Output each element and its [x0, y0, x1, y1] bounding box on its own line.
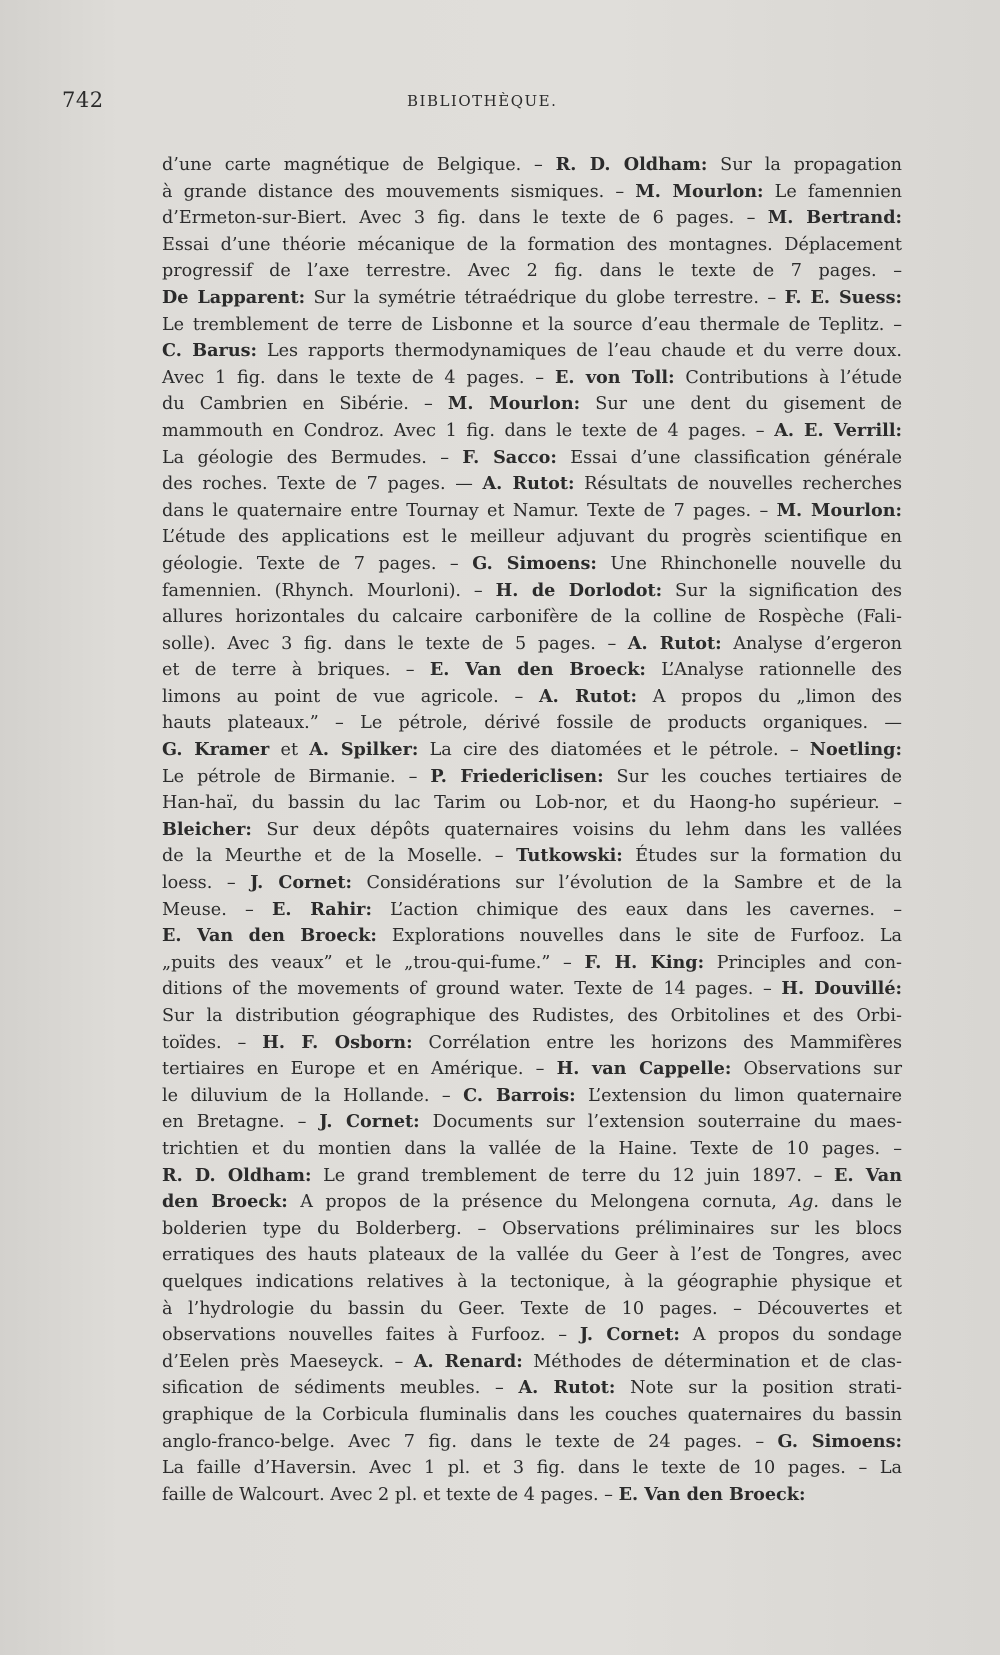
text-segment: L’étude des applications est le meilleur adjuvant du progrès scientifique en [162, 527, 902, 548]
text-segment: Sur la symétrie tétraédrique du globe terrestre. – [305, 287, 785, 308]
text-line [162, 1269, 902, 1296]
text-segment: Avec 1 fig. dans le texte de 4 pages. – [162, 367, 555, 388]
text-line [162, 1349, 902, 1376]
text-segment: ditions of the movements of ground water. Texte de 14 pages. – [162, 979, 782, 1000]
text-segment: loess. – [162, 873, 251, 894]
page-header [62, 88, 962, 118]
text-line [162, 817, 902, 844]
author-name: H. Douvillé: [781, 978, 903, 1000]
text-line [162, 684, 902, 711]
text-line [162, 1429, 902, 1456]
text-line [162, 418, 902, 445]
text-line [162, 152, 902, 179]
text-segment: tertiaires en Europe et en Amérique. – [162, 1059, 557, 1080]
text-segment: hauts plateaux.” – Le pétrole, dérivé fossile de products organiques. — [162, 713, 902, 734]
text-segment: anglo-franco-belge. Avec 7 fig. dans le texte de 24 pages. – [162, 1431, 778, 1452]
text-line [162, 1056, 902, 1083]
text-segment: Essai d’une théorie mécanique de la formation des montagnes. Déplacement [162, 234, 902, 255]
text-segment: géologie. Texte de 7 pages. – [162, 553, 473, 574]
text-segment: quelques indications relatives à la tectonique, à la géographie physique et [162, 1271, 902, 1292]
text-segment: Le famennien [763, 181, 903, 202]
text-segment: graphique de la Corbicula fluminalis dans les couches quaternaires du bassin [162, 1404, 902, 1425]
text-segment: Meuse. – [162, 899, 272, 920]
text-line [162, 338, 902, 365]
text-line [162, 285, 902, 312]
text-line [162, 258, 902, 285]
author-name: P. Friedericlisen: [430, 765, 604, 787]
text-segment: „puits des veaux” et le „trou-qui-fume.” – [162, 952, 585, 973]
text-segment: Han-haï, du bassin du lac Tarim ou Lob-nor, et du Haong-ho supérieur. – [162, 793, 902, 814]
text-segment: des roches. Texte de 7 pages. — [162, 474, 483, 495]
text-segment: Méthodes de détermination et de clas- [522, 1351, 902, 1372]
text-line [162, 976, 902, 1003]
text-line [162, 1109, 902, 1136]
author-name: A. Rutot: [482, 473, 575, 495]
author-name: De Lapparent: [162, 286, 306, 308]
author-name: F. E. Suess: [784, 286, 902, 308]
text-segment: Analyse d’ergeron [721, 633, 902, 654]
text-segment: de la Meurthe et de la Moselle. – [162, 846, 517, 867]
text-segment: Sur une dent du gisement de [580, 394, 902, 415]
author-name: E. Rahir: [272, 898, 372, 920]
text-segment: en Bretagne. – [162, 1112, 320, 1133]
text-segment: d’une carte magnétique de Belgique. – [162, 155, 556, 175]
text-line [162, 1402, 902, 1429]
text-segment: famennien. (Rhynch. Mourloni). – [162, 580, 496, 601]
text-segment: Le grand tremblement de terre du 12 juin 1897. – [311, 1165, 835, 1186]
text-segment: dans le [818, 1192, 902, 1213]
text-segment: limons au point de vue agricole. – [162, 686, 540, 707]
author-name: H. van Cappelle: [556, 1058, 732, 1080]
author-name: F. Sacco: [462, 446, 557, 468]
author-name: M. Mourlon: [447, 393, 581, 415]
text-segment: d’Eelen près Maeseyck. – [162, 1351, 414, 1372]
author-name: M. Mourlon: [776, 499, 902, 521]
author-name: A. Rutot: [518, 1377, 616, 1399]
running-title: BIBLIOTHÈQUE. [407, 92, 558, 110]
text-line [162, 764, 902, 791]
author-name: Tutkowski: [516, 845, 623, 867]
text-line [162, 445, 902, 472]
text-segment: Résultats de nouvelles recherches [574, 474, 902, 495]
text-line [162, 790, 902, 817]
text-line [162, 1455, 902, 1482]
text-segment: Études sur la formation du [622, 846, 902, 867]
author-name: A. Rutot: [539, 685, 637, 707]
author-name: A. Spilker: [309, 739, 419, 761]
author-name: E. Van [834, 1164, 902, 1186]
text-line [162, 870, 902, 897]
text-segment: du Cambrien en Sibérie. – [162, 394, 448, 415]
author-name: C. Barus: [162, 340, 258, 362]
text-line [162, 1136, 902, 1163]
text-segment: d’Ermeton-sur-Biert. Avec 3 fig. dans le texte de 6 pages. – [162, 208, 768, 229]
author-name: J. Cornet: [250, 872, 352, 894]
text-line [162, 365, 902, 392]
author-name: G. Simoens: [777, 1430, 902, 1452]
text-line [162, 657, 902, 684]
text-segment: Contributions à l’étude [674, 367, 902, 388]
author-name: E. von Toll: [554, 366, 675, 388]
text-line [162, 1322, 902, 1349]
text-segment: Sur la signification des [662, 580, 902, 601]
text-segment: Sur la propagation [707, 155, 903, 175]
text-segment: A propos du „limon des [637, 686, 902, 707]
text-line [162, 551, 902, 578]
author-name: G. Kramer [162, 739, 270, 761]
author-name: R. D. Oldham: [162, 1164, 312, 1186]
text-segment: L’Analyse rationnelle des [645, 660, 903, 681]
text-segment: le diluvium de la Hollande. – [162, 1085, 464, 1106]
text-line [162, 1030, 902, 1057]
text-segment: Observations sur [731, 1059, 903, 1080]
text-segment: trichtien et du montien dans la vallée de la Haine. Texte de 10 pages. – [162, 1138, 902, 1159]
text-line [162, 498, 902, 525]
text-line [162, 179, 902, 206]
text-line [162, 1083, 902, 1110]
author-name: den Broeck: [162, 1191, 288, 1213]
body-text [162, 152, 902, 1508]
text-line [162, 604, 902, 631]
author-name: A. E. Verrill: [774, 419, 903, 441]
author-name: H. F. Osborn: [262, 1031, 413, 1053]
text-segment: toïdes. – [162, 1032, 263, 1053]
text-segment: progressif de l’axe terrestre. Avec 2 fig. dans le texte de 7 pages. – [162, 261, 902, 282]
text-segment: allures horizontales du calcaire carbonifère de la colline de Rospèche (Fali- [162, 607, 902, 628]
page-number: 742 [62, 88, 104, 112]
text-line [162, 710, 902, 737]
text-line [162, 1216, 902, 1243]
text-segment: Considérations sur l’évolution de la Sambre et de la [351, 873, 903, 894]
text-line [162, 471, 902, 498]
text-segment: à grande distance des mouvements sismiques. – [162, 181, 636, 202]
text-segment: solle). Avec 3 fig. dans le texte de 5 pages. – [162, 633, 628, 654]
author-name: E. Van den Broeck: [429, 659, 646, 681]
text-segment: Documents sur l’extension souterraine du maes- [419, 1112, 902, 1133]
text-segment: sification de sédiments meubles. – [162, 1378, 519, 1399]
text-segment: mammouth en Condroz. Avec 1 fig. dans le texte de 4 pages. – [162, 420, 775, 441]
text-segment: et de terre à briques. – [162, 660, 430, 681]
italic-text: Ag. [789, 1192, 819, 1213]
text-segment: La cire des diatomées et le pétrole. – [418, 740, 810, 761]
text-line [162, 391, 902, 418]
author-name: E. Van den Broeck: [618, 1483, 806, 1505]
text-segment: Le tremblement de terre de Lisbonne et la source d’eau thermale de Teplitz. – [162, 314, 902, 335]
text-line [162, 631, 902, 658]
text-segment: Une Rhinchonelle nouvelle du [596, 553, 902, 574]
text-segment: Sur les couches tertiaires de [603, 766, 902, 787]
text-segment: et [269, 740, 310, 761]
text-segment: dans le quaternaire entre Tournay et Namur. Texte de 7 pages. – [162, 500, 777, 521]
text-segment: à l’hydrologie du bassin du Geer. Texte de 10 pages. – Découvertes et [162, 1298, 902, 1319]
text-segment: Le pétrole de Birmanie. – [162, 766, 431, 787]
text-line [162, 1375, 902, 1402]
text-line [162, 312, 902, 339]
text-segment: Les rapports thermodynamiques de l’eau chaude et du verre doux. [257, 341, 902, 362]
text-segment: Sur deux dépôts quaternaires voisins du lehm dans les vallées [251, 819, 902, 840]
text-line [162, 923, 902, 950]
text-segment: Explorations nouvelles dans le site de Furfooz. La [376, 926, 903, 947]
text-line [162, 1296, 902, 1323]
text-line [162, 232, 902, 259]
text-segment: observations nouvelles faites à Furfooz. – [162, 1325, 580, 1346]
text-segment: faille de Walcourt. Avec 2 pl. et texte de 4 pages. – [162, 1484, 619, 1505]
author-name: F. H. King: [584, 951, 705, 973]
text-line [162, 1163, 902, 1190]
author-name: G. Simoens: [472, 552, 597, 574]
text-segment: A propos de la présence du Melongena cornuta, [287, 1192, 790, 1213]
text-line [162, 1003, 902, 1030]
text-line [162, 524, 902, 551]
author-name: J. Cornet: [319, 1111, 420, 1133]
text-segment: L’action chimique des eaux dans les cavernes. – [371, 899, 902, 920]
text-line [162, 843, 902, 870]
author-name: H. de Dorlodot: [495, 579, 663, 601]
author-name: Bleicher: [162, 818, 252, 840]
text-line [162, 578, 902, 605]
text-segment: La faille d’Haversin. Avec 1 pl. et 3 fig. dans le texte de 10 pages. – La [162, 1458, 902, 1479]
text-segment: erratiques des hauts plateaux de la vallée du Geer à l’est de Tongres, avec [162, 1245, 902, 1266]
text-line [162, 950, 902, 977]
text-line [162, 1189, 902, 1216]
author-name: A. Renard: [413, 1350, 523, 1372]
text-segment: Principles and con- [704, 952, 902, 973]
author-name: Noetling: [809, 739, 902, 761]
author-name: E. Van den Broeck: [162, 925, 377, 947]
author-name: J. Cornet: [579, 1324, 680, 1346]
text-line [162, 205, 902, 232]
text-line [162, 737, 902, 764]
text-segment: bolderien type du Bolderberg. – Observations préliminaires sur les blocs [162, 1218, 902, 1239]
text-segment: L’extension du limon quaternaire [575, 1085, 902, 1106]
author-name: M. Bertrand: [767, 207, 902, 229]
text-line [162, 1242, 902, 1269]
text-line [162, 897, 902, 924]
text-segment: Note sur la position strati- [615, 1378, 902, 1399]
text-segment: Essai d’une classification générale [556, 447, 902, 468]
author-name: M. Mourlon: [635, 180, 764, 202]
author-name: C. Barrois: [463, 1084, 576, 1106]
text-segment: A propos du sondage [679, 1325, 903, 1346]
author-name: A. Rutot: [627, 632, 722, 654]
text-line [162, 1482, 902, 1509]
text-segment: Sur la distribution géographique des Rudistes, des Orbitolines et des Orbi- [162, 1006, 902, 1026]
author-name: R. D. Oldham: [555, 154, 708, 175]
text-segment: La géologie des Bermudes. – [162, 447, 463, 468]
text-segment: Corrélation entre les horizons des Mammifères [412, 1032, 902, 1053]
